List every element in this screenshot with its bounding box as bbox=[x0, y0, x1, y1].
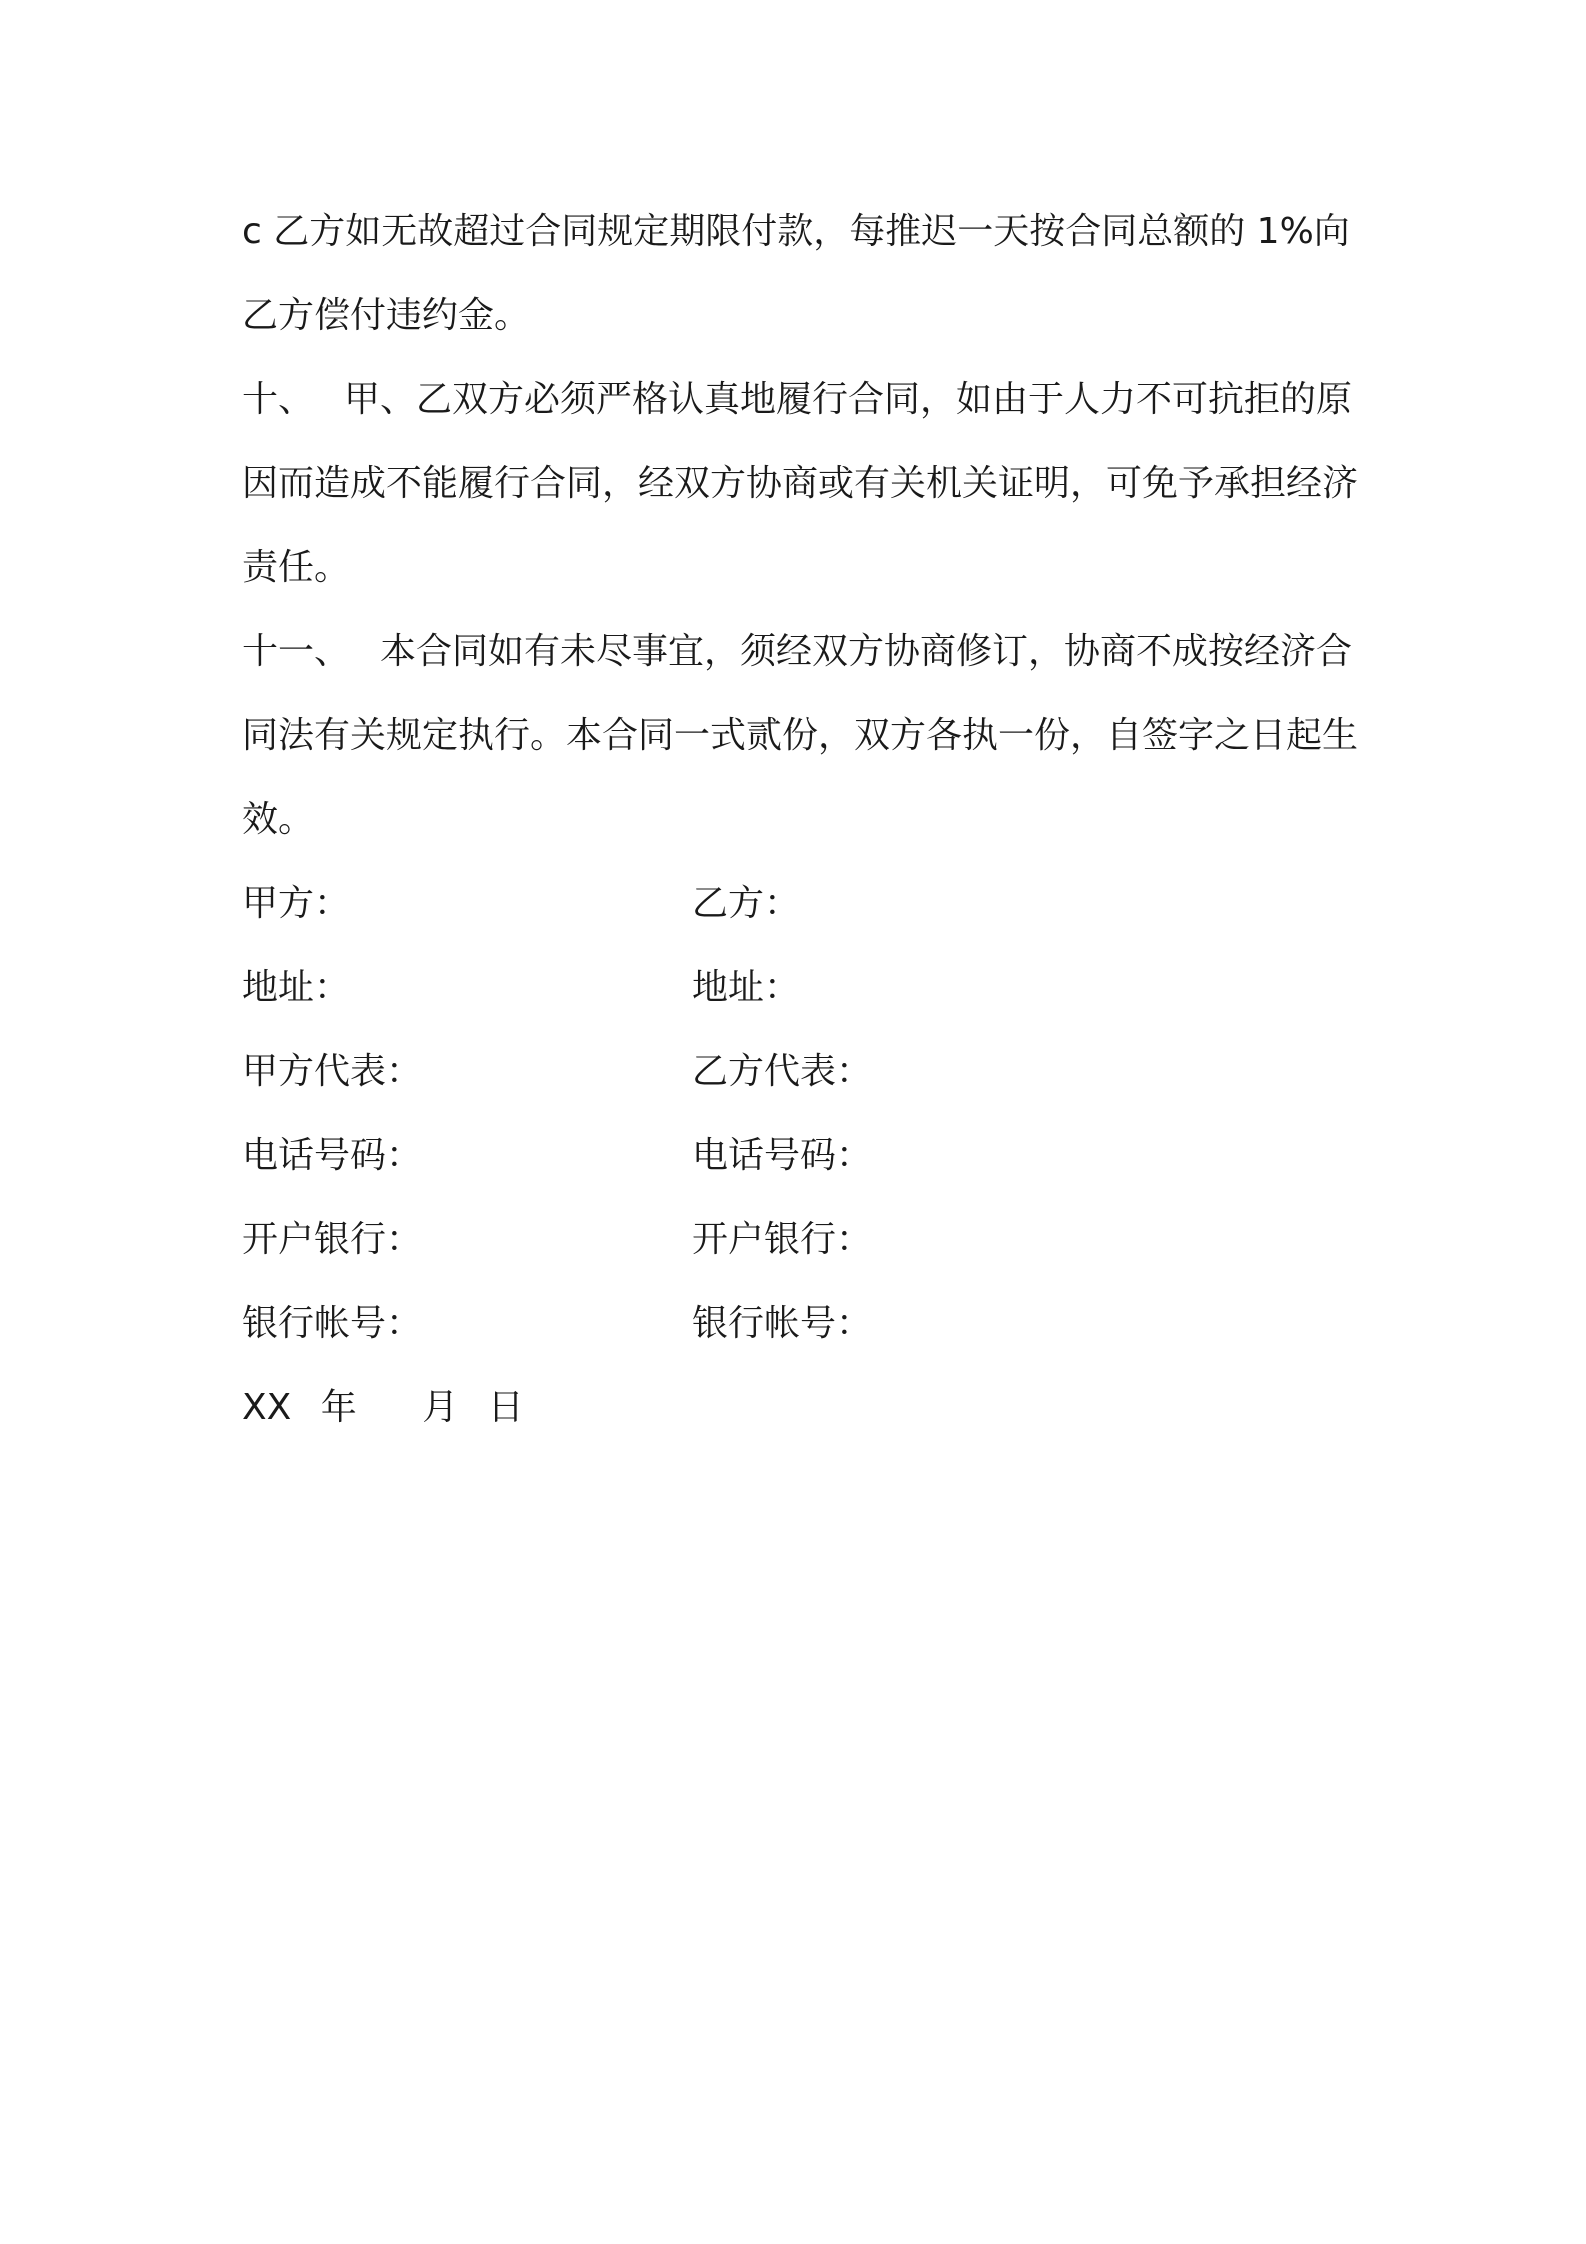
clause-11-number: 十一、 bbox=[242, 631, 351, 672]
signature-row-party bbox=[242, 862, 1362, 946]
signature-row-representative bbox=[242, 1030, 1362, 1114]
date-year-label: 年 bbox=[320, 1387, 357, 1428]
signature-row-address bbox=[242, 946, 1362, 1030]
date-year-value: XX bbox=[242, 1387, 292, 1428]
signing-date bbox=[242, 1366, 1362, 1450]
signature-row-account bbox=[242, 1282, 1362, 1366]
party-a-address-label: 地址： bbox=[242, 967, 351, 1008]
clause-c-paragraph bbox=[242, 190, 1362, 358]
party-a-label: 甲方： bbox=[242, 883, 351, 924]
clause-10-number: 十、 bbox=[242, 379, 315, 420]
clause-10-paragraph bbox=[242, 358, 1362, 610]
clause-11-paragraph bbox=[242, 610, 1362, 862]
party-a-representative-label: 甲方代表： bbox=[242, 1051, 423, 1092]
party-b-representative-label: 乙方代表： bbox=[692, 1051, 873, 1092]
party-b-address-label: 地址： bbox=[692, 967, 801, 1008]
clause-c-text: c 乙方如无故超过合同规定期限付款，每推迟一天按合同总额的 1%向乙方偿付违约金。 bbox=[242, 211, 1350, 336]
party-a-bank-label: 开户银行： bbox=[242, 1219, 423, 1260]
date-month-label: 月 bbox=[422, 1387, 459, 1428]
clause-11-text: 本合同如有未尽事宜，须经双方协商修订，协商不成按经济合同法有关规定执行。本合同一式贰份，双方各执一份，自签字之日起生效。 bbox=[242, 631, 1359, 840]
signature-row-bank bbox=[242, 1198, 1362, 1282]
party-b-bank-label: 开户银行： bbox=[692, 1219, 873, 1260]
signature-row-phone bbox=[242, 1114, 1362, 1198]
document-body bbox=[242, 190, 1362, 1450]
party-b-phone-label: 电话号码： bbox=[692, 1135, 873, 1176]
clause-10-text: 甲、乙双方必须严格认真地履行合同，如由于人力不可抗拒的原因而造成不能履行合同，经双方协商或有关机关证明，可免予承担经济责任。 bbox=[242, 379, 1359, 588]
signature-block bbox=[242, 862, 1362, 1366]
party-a-account-label: 银行帐号： bbox=[242, 1303, 423, 1344]
party-b-account-label: 银行帐号： bbox=[692, 1303, 873, 1344]
party-b-label: 乙方： bbox=[692, 883, 801, 924]
party-a-phone-label: 电话号码： bbox=[242, 1135, 423, 1176]
date-day-label: 日 bbox=[487, 1387, 524, 1428]
